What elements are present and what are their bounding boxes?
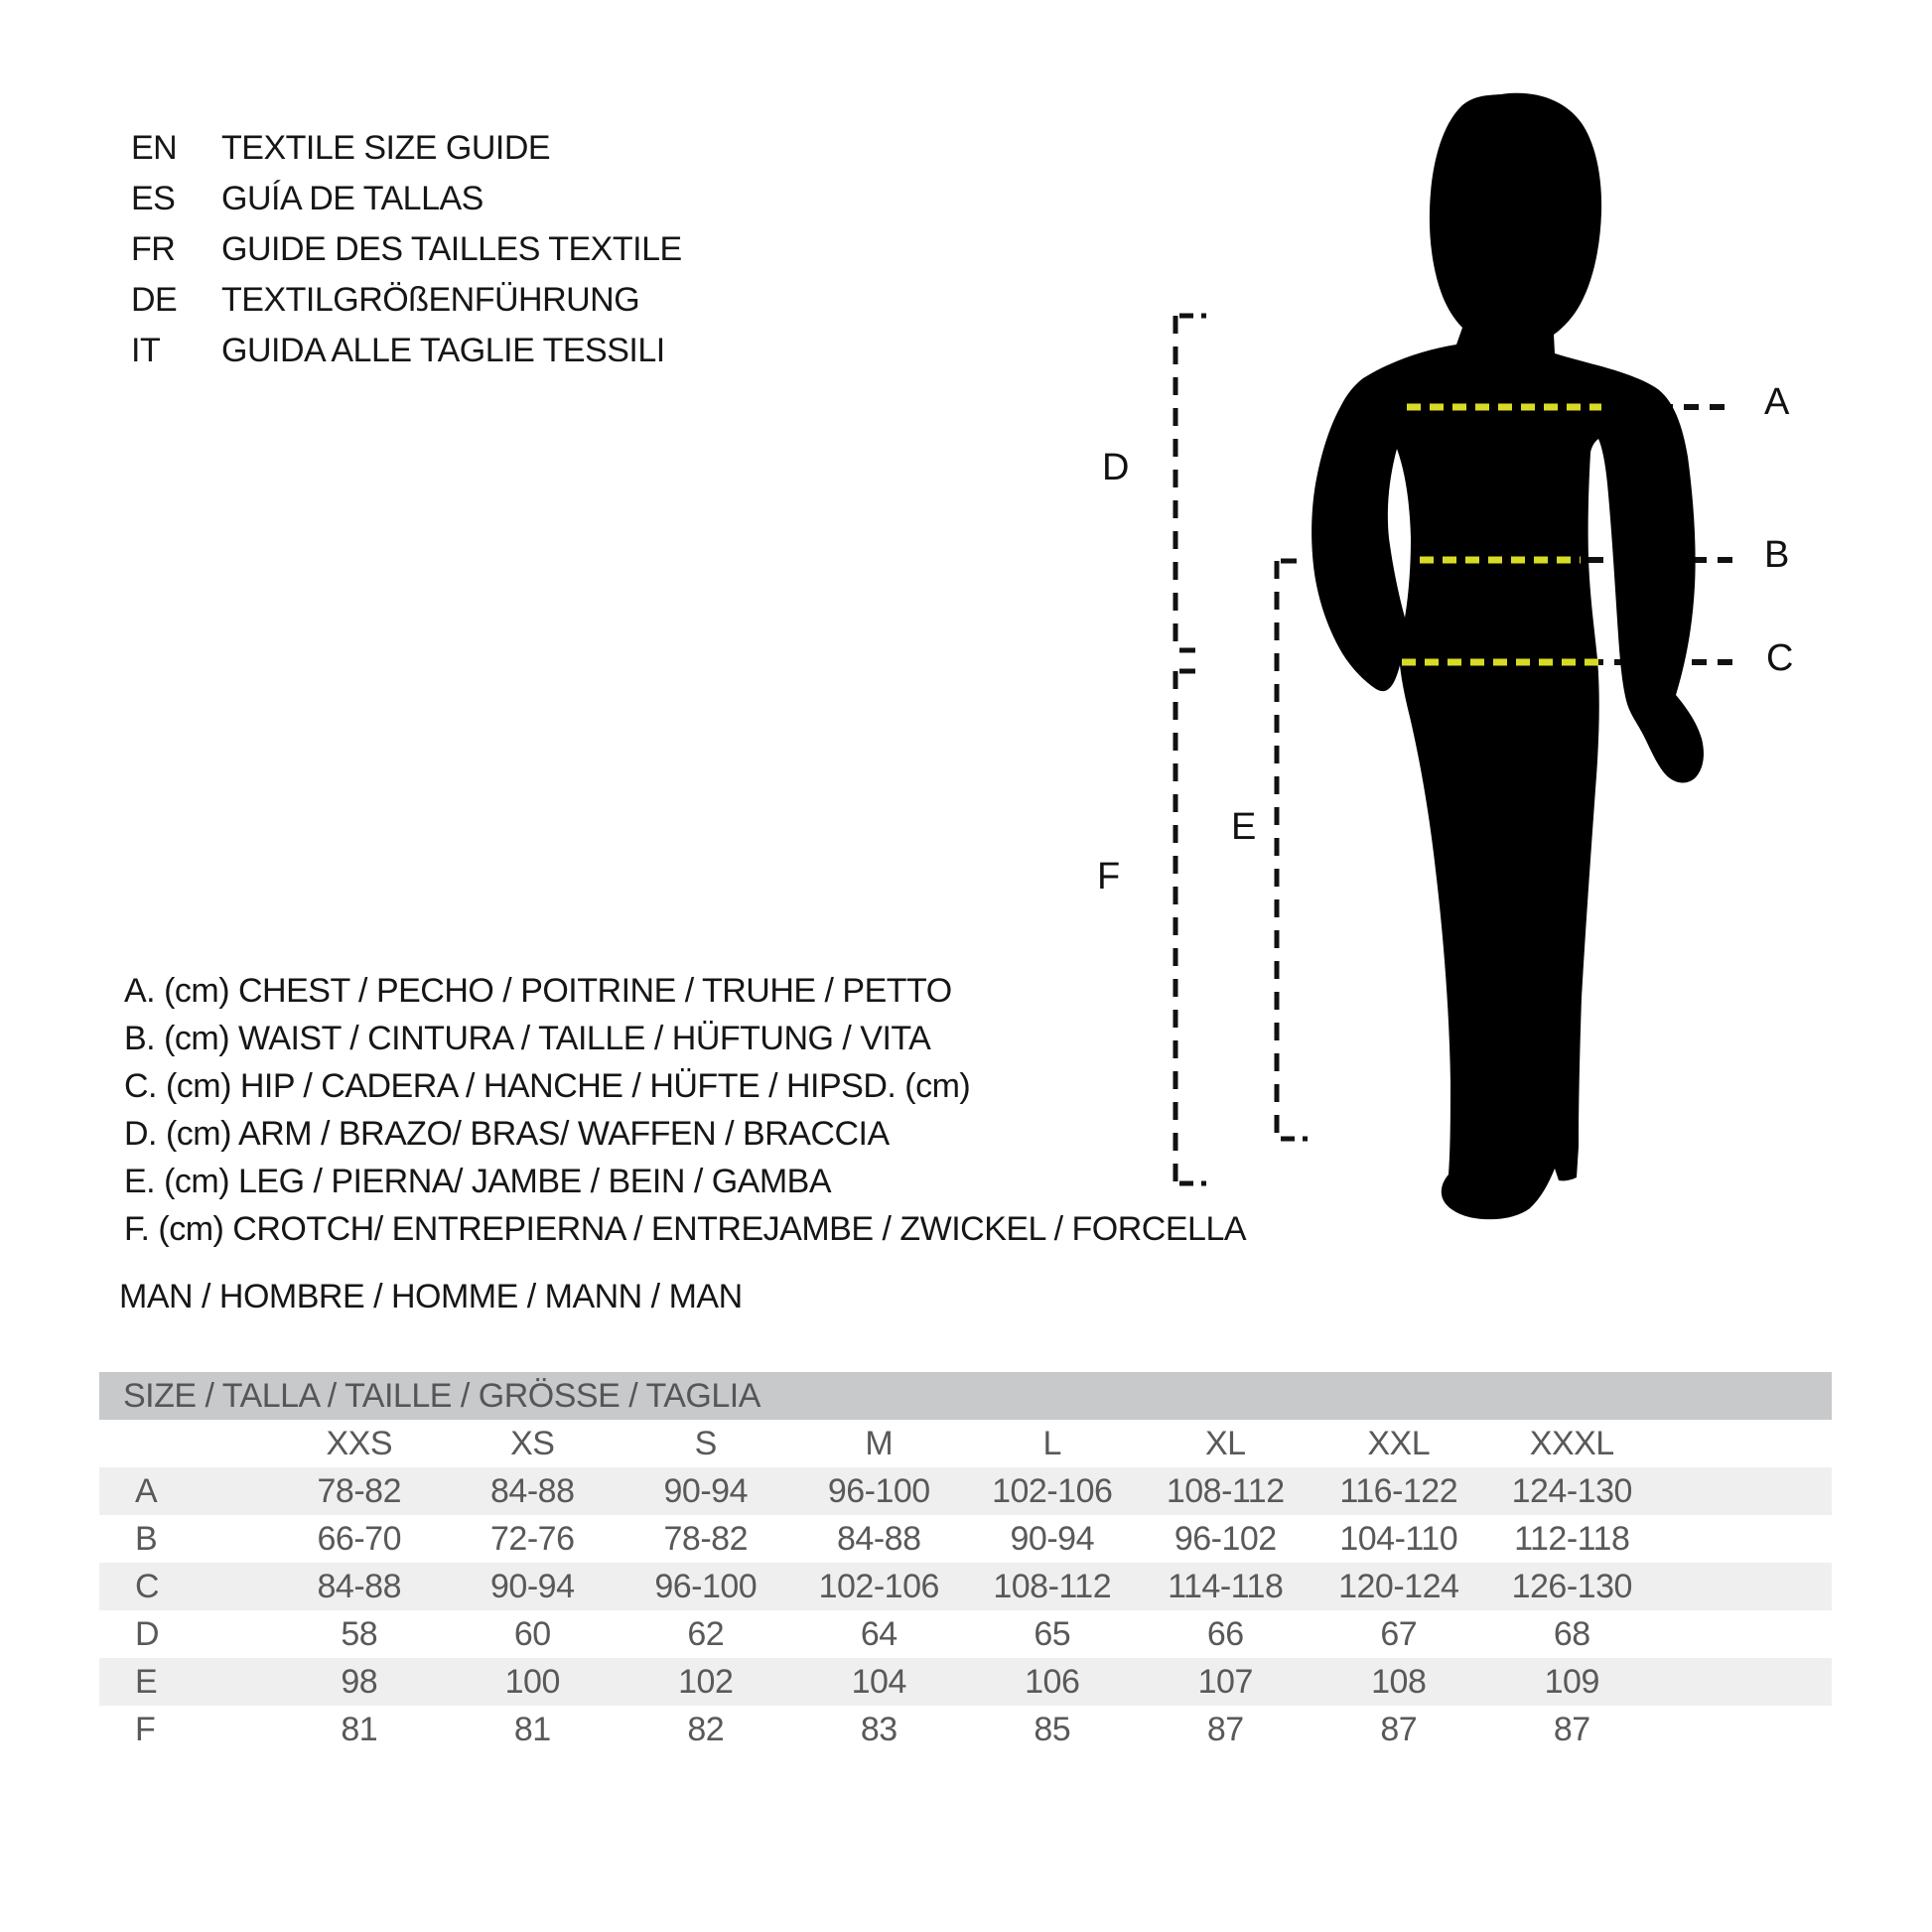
- legend-line-waist: B. (cm) WAIST / CINTURA / TAILLE / HÜFTUNG / VITA: [124, 1019, 931, 1057]
- measurement-value-cell: 102-106: [792, 1563, 966, 1610]
- language-code: FR: [131, 230, 176, 268]
- measurement-value-cell: 87: [1380, 1710, 1418, 1748]
- size-table-title-bar: [99, 1372, 1832, 1420]
- measurement-value-cell: 100: [446, 1658, 620, 1706]
- size-table-title: SIZE / TALLA / TAILLE / GRÖSSE / TAGLIA: [99, 1372, 1832, 1420]
- man-silhouette: [1311, 93, 1704, 1219]
- row-filler-cell: [1659, 1610, 1833, 1658]
- guide-title: TEXTILGRÖßENFÜHRUNG: [221, 281, 640, 319]
- measurement-value-cell: 90-94: [1010, 1519, 1094, 1558]
- size-table-header-row: [99, 1420, 1832, 1467]
- row-filler-cell: [1659, 1515, 1833, 1563]
- size-column-header: XXXL: [1529, 1424, 1614, 1462]
- measurement-value-cell: 78-82: [663, 1519, 748, 1558]
- measurement-value-cell: 90-94: [446, 1563, 620, 1610]
- measurement-value-cell: 58: [341, 1614, 378, 1653]
- measurement-row: [99, 1467, 1832, 1515]
- row-filler-cell: [1659, 1467, 1833, 1515]
- measurement-value-cell: 116-122: [1312, 1467, 1486, 1515]
- size-table: [99, 1372, 1832, 1753]
- measurement-value-cell: 84-88: [446, 1467, 620, 1515]
- measurement-value-cell: 66: [1206, 1614, 1244, 1653]
- measurement-value-cell: 96-102: [1173, 1519, 1277, 1558]
- guide-title: GUIDE DES TAILLES TEXTILE: [221, 230, 682, 268]
- measurement-value-cell: 65: [1034, 1614, 1071, 1653]
- measurement-value-cell: 104: [792, 1658, 966, 1706]
- measurement-value-cell: 108: [1312, 1658, 1486, 1706]
- measurement-value-cell: 104-110: [1339, 1519, 1458, 1558]
- measurement-value-cell: 72-76: [490, 1519, 575, 1558]
- measurement-row: [99, 1610, 1832, 1658]
- measurement-row-label: D: [135, 1614, 160, 1653]
- measurement-value-cell: 107: [1139, 1658, 1312, 1706]
- measurement-value-cell: 64: [860, 1614, 897, 1653]
- measurement-value-cell: 84-88: [837, 1519, 921, 1558]
- measurement-legend: [124, 967, 1246, 1253]
- measurement-row-label: A: [99, 1467, 273, 1515]
- waist-marker-label: B: [1764, 534, 1790, 576]
- measurement-value-cell: 66-70: [317, 1519, 401, 1558]
- size-column-header: XL: [1204, 1424, 1246, 1462]
- row-filler-cell: [1659, 1706, 1833, 1753]
- measurement-row-label: C: [99, 1563, 273, 1610]
- measurement-value-cell: 102: [620, 1658, 793, 1706]
- legend-line-chest: A. (cm) CHEST / PECHO / POITRINE / TRUHE / PETTO: [124, 971, 952, 1010]
- legend-line-crotch: F. (cm) CROTCH/ ENTREPIERNA / ENTREJAMBE / ZWICKEL / FORCELLA: [124, 1209, 1247, 1248]
- measurement-value-cell: 90-94: [620, 1467, 793, 1515]
- hip-marker-label: C: [1766, 637, 1794, 679]
- measurement-value-cell: 108-112: [966, 1563, 1140, 1610]
- measurement-value-cell: 106: [966, 1658, 1140, 1706]
- measurement-row-label: E: [99, 1658, 273, 1706]
- arm-marker-label: D: [1102, 447, 1130, 488]
- size-column-header: XXS: [326, 1424, 393, 1462]
- measurement-row: [99, 1563, 1832, 1610]
- row-filler-cell: [1659, 1658, 1833, 1706]
- measurement-value-cell: 81: [513, 1710, 551, 1748]
- size-column-header: XS: [510, 1424, 555, 1462]
- language-code: DE: [131, 281, 178, 319]
- guide-title: GUIDA ALLE TAGLIE TESSILI: [221, 332, 665, 369]
- subject-label: MAN / HOMBRE / HOMME / MANN / MAN: [119, 1277, 743, 1315]
- language-code: IT: [131, 332, 161, 369]
- measurement-value-cell: 62: [687, 1614, 725, 1653]
- measurement-value-cell: 83: [860, 1710, 897, 1748]
- measurement-value-cell: 68: [1553, 1614, 1590, 1653]
- measurement-value-cell: 60: [513, 1614, 551, 1653]
- language-code: ES: [131, 180, 176, 217]
- measurement-value-cell: 82: [687, 1710, 725, 1748]
- header-filler-cell: [1659, 1420, 1833, 1467]
- header-empty-cell: [99, 1420, 273, 1467]
- leg-marker-label: E: [1231, 806, 1257, 848]
- measurement-row: [99, 1658, 1832, 1706]
- size-column-header: S: [694, 1424, 717, 1462]
- measurement-value-cell: 78-82: [273, 1467, 447, 1515]
- language-code: EN: [131, 129, 178, 167]
- measurement-value-cell: 81: [341, 1710, 378, 1748]
- measurement-value-cell: 124-130: [1485, 1467, 1659, 1515]
- row-filler-cell: [1659, 1563, 1833, 1610]
- measurement-value-cell: 114-118: [1139, 1563, 1312, 1610]
- measurement-value-cell: 102-106: [966, 1467, 1140, 1515]
- crotch-marker-label: F: [1097, 856, 1121, 897]
- measurement-value-cell: 108-112: [1139, 1467, 1312, 1515]
- guide-title: GUÍA DE TALLAS: [221, 180, 483, 217]
- size-column-header: L: [1042, 1424, 1061, 1462]
- measurement-value-cell: 109: [1485, 1658, 1659, 1706]
- guide-title: TEXTILE SIZE GUIDE: [221, 129, 551, 167]
- legend-line-arm: D. (cm) ARM / BRAZO/ BRAS/ WAFFEN / BRACCIA: [124, 1114, 890, 1153]
- legend-line-leg: E. (cm) LEG / PIERNA/ JAMBE / BEIN / GAMBA: [124, 1162, 832, 1200]
- measurement-value-cell: 96-100: [792, 1467, 966, 1515]
- measurement-value-cell: 87: [1553, 1710, 1590, 1748]
- legend-line-hip: C. (cm) HIP / CADERA / HANCHE / HÜFTE / HIPSD. (cm): [124, 1066, 971, 1105]
- size-column-header: M: [865, 1424, 894, 1462]
- measurement-row-label: B: [135, 1519, 158, 1558]
- size-column-header: XXL: [1367, 1424, 1431, 1462]
- measurement-value-cell: 87: [1206, 1710, 1244, 1748]
- measurement-value-cell: 84-88: [273, 1563, 447, 1610]
- size-table-body: [99, 1467, 1832, 1753]
- measurement-value-cell: 120-124: [1312, 1563, 1486, 1610]
- measurement-value-cell: 67: [1380, 1614, 1418, 1653]
- chest-marker-label: A: [1764, 381, 1790, 423]
- measurement-row: [99, 1706, 1832, 1753]
- measurement-value-cell: 85: [1034, 1710, 1071, 1748]
- measurement-value-cell: 98: [273, 1658, 447, 1706]
- measurement-row: [99, 1515, 1832, 1563]
- measurement-row-label: F: [135, 1710, 156, 1748]
- measurement-value-cell: 96-100: [620, 1563, 793, 1610]
- measurement-value-cell: 112-118: [1514, 1519, 1630, 1558]
- measurement-value-cell: 126-130: [1485, 1563, 1659, 1610]
